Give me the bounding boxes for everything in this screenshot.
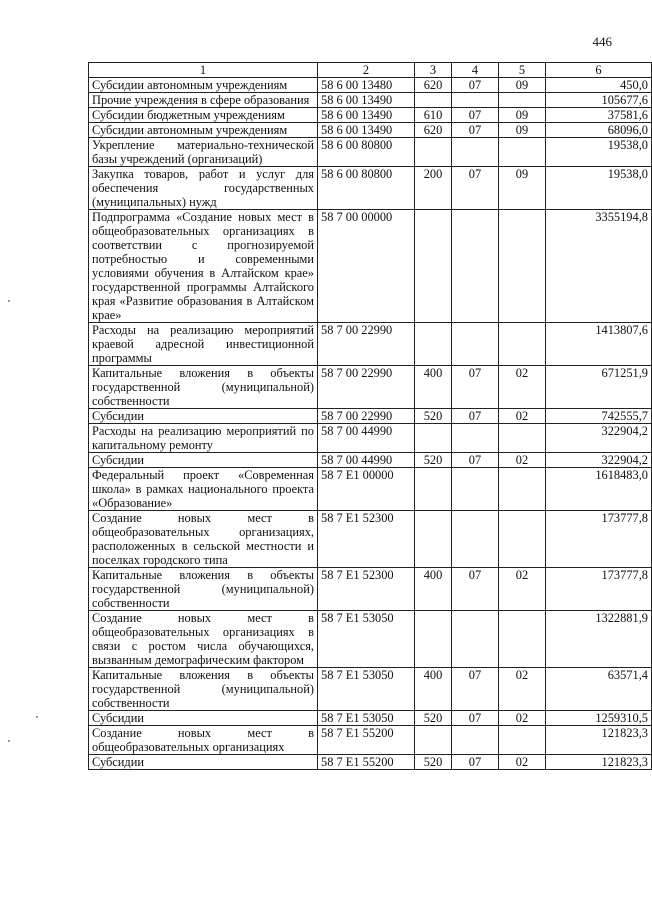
row-vr-cell: 610 — [415, 108, 452, 123]
row-pr-cell: 09 — [499, 123, 546, 138]
row-code-cell: 58 6 00 80800 — [318, 167, 415, 210]
row-name-cell: Субсидии автономным учреждениям — [89, 78, 318, 93]
row-amount-cell: 322904,2 — [546, 424, 652, 453]
row-vr-cell: 400 — [415, 668, 452, 711]
row-code-cell: 58 7 00 44990 — [318, 424, 415, 453]
row-name-cell: Создание новых мест в общеобразовательных организациях, расположенных в сельской местности и поселках городского типа — [89, 511, 318, 568]
row-pr-cell — [499, 323, 546, 366]
row-vr-cell: 200 — [415, 167, 452, 210]
row-vr-cell — [415, 611, 452, 668]
row-code-cell: 58 7 00 22990 — [318, 409, 415, 424]
row-amount-cell: 1259310,5 — [546, 711, 652, 726]
row-vr-cell: 400 — [415, 568, 452, 611]
row-name-cell: Расходы на реализацию мероприятий краевой адресной инвестиционной программы — [89, 323, 318, 366]
row-code-cell: 58 6 00 13480 — [318, 78, 415, 93]
row-rz-cell: 07 — [452, 123, 499, 138]
row-vr-cell: 620 — [415, 78, 452, 93]
row-rz-cell: 07 — [452, 366, 499, 409]
row-vr-cell — [415, 511, 452, 568]
row-name-cell: Укрепление материально-технической базы учреждений (организаций) — [89, 138, 318, 167]
row-code-cell: 58 6 00 13490 — [318, 123, 415, 138]
table-row — [89, 568, 652, 611]
row-pr-cell — [499, 210, 546, 323]
row-vr-cell — [415, 93, 452, 108]
row-code-cell: 58 7 E1 53050 — [318, 711, 415, 726]
row-vr-cell — [415, 468, 452, 511]
row-pr-cell — [499, 511, 546, 568]
row-rz-cell: 07 — [452, 167, 499, 210]
row-vr-cell — [415, 210, 452, 323]
row-name-cell: Федеральный проект «Современная школа» в рамках национального проекта «Образование» — [89, 468, 318, 511]
table-row — [89, 409, 652, 424]
row-amount-cell: 68096,0 — [546, 123, 652, 138]
row-pr-cell: 02 — [499, 568, 546, 611]
row-code-cell: 58 7 00 44990 — [318, 453, 415, 468]
row-vr-cell: 620 — [415, 123, 452, 138]
row-amount-cell: 173777,8 — [546, 568, 652, 611]
row-code-cell: 58 7 00 00000 — [318, 210, 415, 323]
column-header: 4 — [452, 63, 499, 78]
row-amount-cell: 173777,8 — [546, 511, 652, 568]
row-rz-cell — [452, 210, 499, 323]
row-name-cell: Субсидии — [89, 755, 318, 770]
row-pr-cell: 02 — [499, 755, 546, 770]
table-header-row — [89, 63, 652, 78]
table-row — [89, 323, 652, 366]
row-rz-cell: 07 — [452, 668, 499, 711]
row-vr-cell: 520 — [415, 711, 452, 726]
row-pr-cell: 09 — [499, 108, 546, 123]
table-row — [89, 123, 652, 138]
row-code-cell: 58 7 00 22990 — [318, 366, 415, 409]
row-rz-cell — [452, 468, 499, 511]
table-row — [89, 424, 652, 453]
row-code-cell: 58 7 E1 00000 — [318, 468, 415, 511]
row-amount-cell: 19538,0 — [546, 138, 652, 167]
row-code-cell: 58 7 E1 53050 — [318, 668, 415, 711]
row-rz-cell: 07 — [452, 409, 499, 424]
row-rz-cell — [452, 93, 499, 108]
row-code-cell: 58 6 00 13490 — [318, 93, 415, 108]
row-pr-cell — [499, 611, 546, 668]
budget-table — [88, 62, 652, 770]
row-vr-cell — [415, 138, 452, 167]
row-amount-cell: 450,0 — [546, 78, 652, 93]
table-row — [89, 210, 652, 323]
table-row — [89, 611, 652, 668]
row-vr-cell: 520 — [415, 755, 452, 770]
column-header: 5 — [499, 63, 546, 78]
row-rz-cell — [452, 424, 499, 453]
table-row — [89, 511, 652, 568]
row-code-cell: 58 6 00 13490 — [318, 108, 415, 123]
row-amount-cell: 742555,7 — [546, 409, 652, 424]
row-pr-cell: 02 — [499, 409, 546, 424]
row-pr-cell: 09 — [499, 167, 546, 210]
row-rz-cell — [452, 138, 499, 167]
row-name-cell: Субсидии — [89, 409, 318, 424]
column-header: 6 — [546, 63, 652, 78]
row-amount-cell: 19538,0 — [546, 167, 652, 210]
row-vr-cell — [415, 726, 452, 755]
row-rz-cell — [452, 323, 499, 366]
row-vr-cell — [415, 424, 452, 453]
row-vr-cell: 520 — [415, 453, 452, 468]
table-row — [89, 726, 652, 755]
row-pr-cell: 02 — [499, 366, 546, 409]
table-row — [89, 468, 652, 511]
row-pr-cell — [499, 424, 546, 453]
row-vr-cell: 400 — [415, 366, 452, 409]
row-name-cell: Субсидии бюджетным учреждениям — [89, 108, 318, 123]
row-name-cell: Создание новых мест в общеобразовательных организациях в связи с ростом числа обучающихся, вызванным демографическим фактором — [89, 611, 318, 668]
row-code-cell: 58 7 E1 55200 — [318, 726, 415, 755]
row-amount-cell: 322904,2 — [546, 453, 652, 468]
table-row — [89, 755, 652, 770]
row-name-cell: Капитальные вложения в объекты государственной (муниципальной) собственности — [89, 366, 318, 409]
row-rz-cell: 07 — [452, 78, 499, 93]
scan-speck — [8, 300, 10, 302]
row-name-cell: Подпрограмма «Создание новых мест в общеобразовательных организациях в соответствии с прогнозируемой потребностью и современными условиями обучения в Алтайском крае» государственной программы Алтайского края «Развитие образования в Алтайском крае» — [89, 210, 318, 323]
row-amount-cell: 3355194,8 — [546, 210, 652, 323]
row-amount-cell: 37581,6 — [546, 108, 652, 123]
row-amount-cell: 1322881,9 — [546, 611, 652, 668]
row-code-cell: 58 6 00 80800 — [318, 138, 415, 167]
table-row — [89, 138, 652, 167]
row-name-cell: Субсидии — [89, 711, 318, 726]
row-name-cell: Капитальные вложения в объекты государственной (муниципальной) собственности — [89, 668, 318, 711]
table-row — [89, 108, 652, 123]
row-pr-cell — [499, 726, 546, 755]
row-amount-cell: 121823,3 — [546, 755, 652, 770]
row-pr-cell — [499, 468, 546, 511]
row-pr-cell: 09 — [499, 78, 546, 93]
row-rz-cell: 07 — [452, 108, 499, 123]
row-name-cell: Расходы на реализацию мероприятий по капитальному ремонту — [89, 424, 318, 453]
scan-speck — [36, 716, 38, 718]
row-amount-cell: 105677,6 — [546, 93, 652, 108]
row-name-cell: Капитальные вложения в объекты государственной (муниципальной) собственности — [89, 568, 318, 611]
row-pr-cell — [499, 138, 546, 167]
row-amount-cell: 63571,4 — [546, 668, 652, 711]
row-name-cell: Субсидии — [89, 453, 318, 468]
row-rz-cell: 07 — [452, 568, 499, 611]
column-header: 3 — [415, 63, 452, 78]
column-header: 2 — [318, 63, 415, 78]
column-header: 1 — [89, 63, 318, 78]
row-code-cell: 58 7 E1 52300 — [318, 511, 415, 568]
row-amount-cell: 1618483,0 — [546, 468, 652, 511]
row-rz-cell: 07 — [452, 711, 499, 726]
scan-speck — [8, 740, 10, 742]
row-pr-cell: 02 — [499, 711, 546, 726]
row-vr-cell: 520 — [415, 409, 452, 424]
row-code-cell: 58 7 E1 53050 — [318, 611, 415, 668]
row-code-cell: 58 7 00 22990 — [318, 323, 415, 366]
row-name-cell: Субсидии автономным учреждениям — [89, 123, 318, 138]
row-pr-cell: 02 — [499, 453, 546, 468]
row-amount-cell: 1413807,6 — [546, 323, 652, 366]
row-rz-cell: 07 — [452, 453, 499, 468]
table-row — [89, 668, 652, 711]
row-pr-cell: 02 — [499, 668, 546, 711]
table-row — [89, 167, 652, 210]
table-row — [89, 93, 652, 108]
row-rz-cell — [452, 511, 499, 568]
row-rz-cell — [452, 726, 499, 755]
row-amount-cell: 121823,3 — [546, 726, 652, 755]
row-amount-cell: 671251,9 — [546, 366, 652, 409]
row-vr-cell — [415, 323, 452, 366]
row-name-cell: Прочие учреждения в сфере образования — [89, 93, 318, 108]
row-name-cell: Создание новых мест в общеобразовательных организациях — [89, 726, 318, 755]
row-rz-cell — [452, 611, 499, 668]
row-code-cell: 58 7 E1 52300 — [318, 568, 415, 611]
table-row — [89, 453, 652, 468]
table-row — [89, 78, 652, 93]
row-rz-cell: 07 — [452, 755, 499, 770]
row-code-cell: 58 7 E1 55200 — [318, 755, 415, 770]
table-row — [89, 711, 652, 726]
page-number: 446 — [592, 34, 612, 49]
row-pr-cell — [499, 93, 546, 108]
row-name-cell: Закупка товаров, работ и услуг для обеспечения государственных (муниципальных) нужд — [89, 167, 318, 210]
table-row — [89, 366, 652, 409]
